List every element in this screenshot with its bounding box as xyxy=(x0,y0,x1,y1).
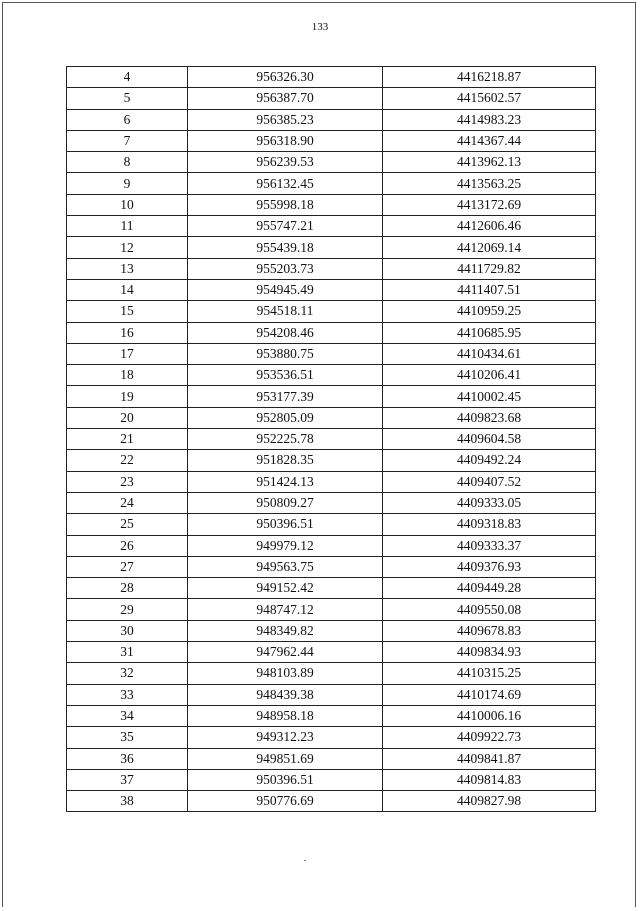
point-number-cell: 36 xyxy=(67,748,188,769)
table-row xyxy=(67,535,596,556)
point-number-cell: 17 xyxy=(67,343,188,364)
table-row xyxy=(67,727,596,748)
x-coordinate-cell: 948349.82 xyxy=(188,620,383,641)
table-row xyxy=(67,769,596,790)
table-row xyxy=(67,620,596,641)
table-row xyxy=(67,343,596,364)
point-number-cell: 38 xyxy=(67,791,188,812)
point-number-cell: 13 xyxy=(67,258,188,279)
point-number-cell: 15 xyxy=(67,301,188,322)
x-coordinate-cell: 949563.75 xyxy=(188,556,383,577)
page-number: 133 xyxy=(311,21,329,33)
x-coordinate-cell: 955747.21 xyxy=(188,216,383,237)
y-coordinate-cell: 4409922.73 xyxy=(383,727,596,748)
y-coordinate-cell: 4409827.98 xyxy=(383,791,596,812)
table-row xyxy=(67,216,596,237)
table-row xyxy=(67,301,596,322)
x-coordinate-cell: 952225.78 xyxy=(188,429,383,450)
x-coordinate-cell: 950396.51 xyxy=(188,769,383,790)
point-number-cell: 24 xyxy=(67,492,188,513)
table-row xyxy=(67,322,596,343)
x-coordinate-cell: 955439.18 xyxy=(188,237,383,258)
x-coordinate-cell: 956387.70 xyxy=(188,88,383,109)
y-coordinate-cell: 4409318.83 xyxy=(383,514,596,535)
table-row xyxy=(67,599,596,620)
x-coordinate-cell: 955203.73 xyxy=(188,258,383,279)
y-coordinate-cell: 4409407.52 xyxy=(383,471,596,492)
y-coordinate-cell: 4410315.25 xyxy=(383,663,596,684)
y-coordinate-cell: 4413962.13 xyxy=(383,152,596,173)
point-number-cell: 6 xyxy=(67,109,188,130)
y-coordinate-cell: 4411729.82 xyxy=(383,258,596,279)
point-number-cell: 31 xyxy=(67,642,188,663)
y-coordinate-cell: 4412069.14 xyxy=(383,237,596,258)
y-coordinate-cell: 4409834.93 xyxy=(383,642,596,663)
table-row xyxy=(67,663,596,684)
x-coordinate-cell: 949312.23 xyxy=(188,727,383,748)
x-coordinate-cell: 955998.18 xyxy=(188,194,383,215)
y-coordinate-cell: 4409841.87 xyxy=(383,748,596,769)
y-coordinate-cell: 4412606.46 xyxy=(383,216,596,237)
point-number-cell: 4 xyxy=(67,67,188,88)
x-coordinate-cell: 956326.30 xyxy=(188,67,383,88)
x-coordinate-cell: 952805.09 xyxy=(188,407,383,428)
y-coordinate-cell: 4410006.16 xyxy=(383,705,596,726)
point-number-cell: 30 xyxy=(67,620,188,641)
table-row xyxy=(67,429,596,450)
point-number-cell: 12 xyxy=(67,237,188,258)
y-coordinate-cell: 4409823.68 xyxy=(383,407,596,428)
table-row xyxy=(67,194,596,215)
x-coordinate-cell: 950809.27 xyxy=(188,492,383,513)
point-number-cell: 28 xyxy=(67,578,188,599)
table-row xyxy=(67,130,596,151)
point-number-cell: 27 xyxy=(67,556,188,577)
coordinates-table xyxy=(66,66,596,812)
x-coordinate-cell: 953880.75 xyxy=(188,343,383,364)
y-coordinate-cell: 4413172.69 xyxy=(383,194,596,215)
table-row xyxy=(67,237,596,258)
y-coordinate-cell: 4410685.95 xyxy=(383,322,596,343)
point-number-cell: 20 xyxy=(67,407,188,428)
x-coordinate-cell: 947962.44 xyxy=(188,642,383,663)
x-coordinate-cell: 949152.42 xyxy=(188,578,383,599)
point-number-cell: 32 xyxy=(67,663,188,684)
table-row xyxy=(67,684,596,705)
x-coordinate-cell: 948747.12 xyxy=(188,599,383,620)
table-row xyxy=(67,67,596,88)
point-number-cell: 14 xyxy=(67,279,188,300)
x-coordinate-cell: 954208.46 xyxy=(188,322,383,343)
x-coordinate-cell: 948103.89 xyxy=(188,663,383,684)
coordinates-table-body xyxy=(67,67,596,812)
y-coordinate-cell: 4413563.25 xyxy=(383,173,596,194)
table-row xyxy=(67,556,596,577)
y-coordinate-cell: 4409333.37 xyxy=(383,535,596,556)
point-number-cell: 7 xyxy=(67,130,188,151)
y-coordinate-cell: 4416218.87 xyxy=(383,67,596,88)
point-number-cell: 34 xyxy=(67,705,188,726)
x-coordinate-cell: 956385.23 xyxy=(188,109,383,130)
x-coordinate-cell: 953536.51 xyxy=(188,365,383,386)
table-row xyxy=(67,450,596,471)
x-coordinate-cell: 949851.69 xyxy=(188,748,383,769)
point-number-cell: 29 xyxy=(67,599,188,620)
y-coordinate-cell: 4415602.57 xyxy=(383,88,596,109)
point-number-cell: 8 xyxy=(67,152,188,173)
x-coordinate-cell: 948958.18 xyxy=(188,705,383,726)
table-row xyxy=(67,492,596,513)
x-coordinate-cell: 956318.90 xyxy=(188,130,383,151)
y-coordinate-cell: 4409492.24 xyxy=(383,450,596,471)
x-coordinate-cell: 948439.38 xyxy=(188,684,383,705)
point-number-cell: 22 xyxy=(67,450,188,471)
table-row xyxy=(67,173,596,194)
table-row xyxy=(67,471,596,492)
y-coordinate-cell: 4409449.28 xyxy=(383,578,596,599)
table-row xyxy=(67,386,596,407)
y-coordinate-cell: 4410959.25 xyxy=(383,301,596,322)
table-row xyxy=(67,152,596,173)
point-number-cell: 35 xyxy=(67,727,188,748)
point-number-cell: 9 xyxy=(67,173,188,194)
point-number-cell: 21 xyxy=(67,429,188,450)
table-row xyxy=(67,791,596,812)
table-row xyxy=(67,365,596,386)
y-coordinate-cell: 4410174.69 xyxy=(383,684,596,705)
x-coordinate-cell: 950776.69 xyxy=(188,791,383,812)
y-coordinate-cell: 4409678.83 xyxy=(383,620,596,641)
x-coordinate-cell: 953177.39 xyxy=(188,386,383,407)
point-number-cell: 5 xyxy=(67,88,188,109)
table-row xyxy=(67,578,596,599)
x-coordinate-cell: 949979.12 xyxy=(188,535,383,556)
y-coordinate-cell: 4410434.61 xyxy=(383,343,596,364)
y-coordinate-cell: 4409814.83 xyxy=(383,769,596,790)
point-number-cell: 18 xyxy=(67,365,188,386)
point-number-cell: 25 xyxy=(67,514,188,535)
table-row xyxy=(67,109,596,130)
x-coordinate-cell: 950396.51 xyxy=(188,514,383,535)
point-number-cell: 11 xyxy=(67,216,188,237)
x-coordinate-cell: 954945.49 xyxy=(188,279,383,300)
y-coordinate-cell: 4409376.93 xyxy=(383,556,596,577)
x-coordinate-cell: 956132.45 xyxy=(188,173,383,194)
table-row xyxy=(67,514,596,535)
y-coordinate-cell: 4409333.05 xyxy=(383,492,596,513)
y-coordinate-cell: 4409550.08 xyxy=(383,599,596,620)
table-row xyxy=(67,407,596,428)
point-number-cell: 26 xyxy=(67,535,188,556)
table-row xyxy=(67,642,596,663)
x-coordinate-cell: 951828.35 xyxy=(188,450,383,471)
y-coordinate-cell: 4411407.51 xyxy=(383,279,596,300)
table-row xyxy=(67,705,596,726)
point-number-cell: 23 xyxy=(67,471,188,492)
x-coordinate-cell: 951424.13 xyxy=(188,471,383,492)
point-number-cell: 10 xyxy=(67,194,188,215)
table-row xyxy=(67,748,596,769)
table-row xyxy=(67,279,596,300)
y-coordinate-cell: 4409604.58 xyxy=(383,429,596,450)
point-number-cell: 37 xyxy=(67,769,188,790)
y-coordinate-cell: 4414367.44 xyxy=(383,130,596,151)
table-row xyxy=(67,258,596,279)
point-number-cell: 19 xyxy=(67,386,188,407)
y-coordinate-cell: 4410002.45 xyxy=(383,386,596,407)
point-number-cell: 16 xyxy=(67,322,188,343)
y-coordinate-cell: 4414983.23 xyxy=(383,109,596,130)
x-coordinate-cell: 956239.53 xyxy=(188,152,383,173)
table-row xyxy=(67,88,596,109)
point-number-cell: 33 xyxy=(67,684,188,705)
stray-mark xyxy=(304,860,306,861)
x-coordinate-cell: 954518.11 xyxy=(188,301,383,322)
y-coordinate-cell: 4410206.41 xyxy=(383,365,596,386)
